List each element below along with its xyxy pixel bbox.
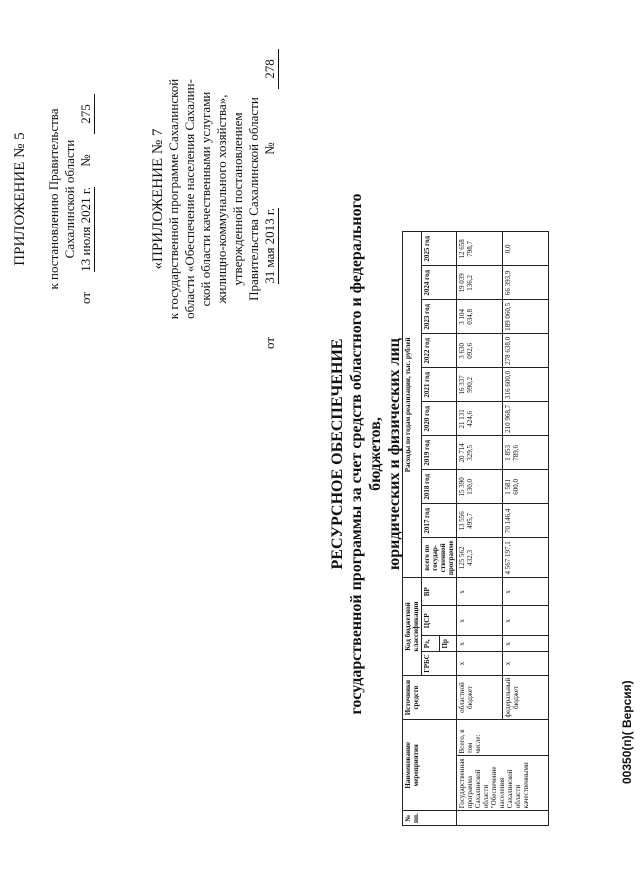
value-cell: 20 714 329,5 xyxy=(457,436,503,470)
title-line2: государственной программы за счет средств областного и федерального бюджетов, xyxy=(348,193,384,715)
table-row xyxy=(457,232,503,826)
header-year: 2022 год xyxy=(422,334,457,368)
value-cell: 3 630 092,6 xyxy=(457,334,503,368)
header-year: 2024 год xyxy=(422,266,457,300)
annex7-number: 278 xyxy=(262,49,279,89)
header-rz: Рз, xyxy=(422,636,440,652)
value-cell: 316 600,0 xyxy=(503,368,549,402)
header-year: 2025 год xyxy=(422,232,457,266)
total-cell: 125 562 432,3 xyxy=(457,538,503,578)
value-cell: 0,0 xyxy=(503,232,549,266)
annex7-line6: Правительства Сахалинской области xyxy=(246,97,261,301)
value-cell: 1 581 600,0 xyxy=(503,470,549,504)
title-line3: юридических и физических лиц xyxy=(386,338,403,570)
annex7-line5: утвержденной постановлением xyxy=(230,112,245,286)
annex7-line4: жилищно-коммунального хозяйства», xyxy=(214,94,229,304)
header-total: всего по государ-ственной программе xyxy=(422,538,457,578)
annex7-header xyxy=(150,49,279,349)
header-year: 2017 год xyxy=(422,504,457,538)
annex7-line1: к государственной программе Сахалинской xyxy=(166,78,181,320)
annex5-date: 13 июля 2021 г. xyxy=(78,187,93,272)
csr-cell: x xyxy=(503,606,549,636)
grbs-cell: x xyxy=(503,652,549,675)
document-title xyxy=(328,174,404,734)
value-cell: 13 556 495,7 xyxy=(457,504,503,538)
row-num-cell xyxy=(457,811,549,826)
header-name: Наименование мероприятия xyxy=(403,720,457,811)
header-csr: ЦСР xyxy=(422,606,457,636)
rz-cell: x xyxy=(503,636,549,652)
csr-cell: x xyxy=(457,606,503,636)
value-cell: 210 968,7 xyxy=(503,402,549,436)
vr-cell: x xyxy=(503,578,549,606)
header-year: 2020 год xyxy=(422,402,457,436)
grbs-cell: x xyxy=(457,652,503,675)
header-expenses: Расходы по годам реализации, тыс. рублей xyxy=(403,232,422,578)
annex5-line1: к постановлению Правительства xyxy=(46,108,61,290)
header-year: 2019 год xyxy=(422,436,457,470)
header-vr: ВР xyxy=(422,578,457,606)
header-year: 2021 год xyxy=(422,368,457,402)
annex5-date-row xyxy=(78,94,95,304)
annex7-line3: ской области качественными услугами xyxy=(198,91,213,307)
row-sub-cell: Всего, в том числе: xyxy=(457,720,549,756)
annex5-num-label: № xyxy=(78,154,93,167)
version-footer: 00350(п)( Версия) xyxy=(620,680,634,784)
value-cell: 189 060,5 xyxy=(503,300,549,334)
rz-cell: x xyxy=(457,636,503,652)
annex7-line2: области «Обеспечение населения Сахалин- xyxy=(182,79,197,319)
header-pr: Пр xyxy=(439,636,457,652)
annex7-from-label: от xyxy=(262,336,277,349)
value-cell: 19 039 136,2 xyxy=(457,266,503,300)
value-cell: 12 658 798,7 xyxy=(457,232,503,266)
row-name-cell: Государственная программа Сахалинской области "Обеспечение населения Сахалинской области качественными xyxy=(457,756,549,811)
value-cell: 278 638,0 xyxy=(503,334,549,368)
resource-table xyxy=(402,231,549,826)
source-cell: федеральный бюджет xyxy=(503,675,549,720)
header-code: Код бюджетной классификации xyxy=(403,578,422,675)
annex5-from-label: от xyxy=(78,291,93,304)
header-grbs: ГРБС xyxy=(422,652,457,675)
header-year: 2018 год xyxy=(422,470,457,504)
annex5-header xyxy=(12,94,95,304)
annex7-date-row xyxy=(262,49,279,349)
annex5-number: 275 xyxy=(78,94,95,134)
annex7-num-label: № xyxy=(262,142,277,155)
header-num: № пп. xyxy=(403,811,457,826)
header-year: 2023 год xyxy=(422,300,457,334)
value-cell: 3 104 034,8 xyxy=(457,300,503,334)
value-cell: 66 393,9 xyxy=(503,266,549,300)
value-cell: 16 337 990,2 xyxy=(457,368,503,402)
header-source: Источники средств xyxy=(403,675,457,720)
vr-cell: x xyxy=(457,578,503,606)
annex5-line2: Сахалинской области xyxy=(62,139,77,259)
annex7-date: 31 мая 2013 г. xyxy=(262,207,277,284)
value-cell: 15 390 130,0 xyxy=(457,470,503,504)
annex7-title: «ПРИЛОЖЕНИЕ № 7 xyxy=(150,128,166,270)
value-cell: 70 146,4 xyxy=(503,504,549,538)
source-cell: областной бюджет xyxy=(457,675,503,720)
value-cell: 21 131 424,6 xyxy=(457,402,503,436)
annex5-title: ПРИЛОЖЕНИЕ № 5 xyxy=(12,132,28,266)
table-header-row xyxy=(403,232,422,826)
title-line1: РЕСУРСНОЕ ОБЕСПЕЧЕНИЕ xyxy=(329,338,346,570)
total-cell: 4 567 197,1 xyxy=(503,538,549,578)
value-cell: 1 853 789,6 xyxy=(503,436,549,470)
